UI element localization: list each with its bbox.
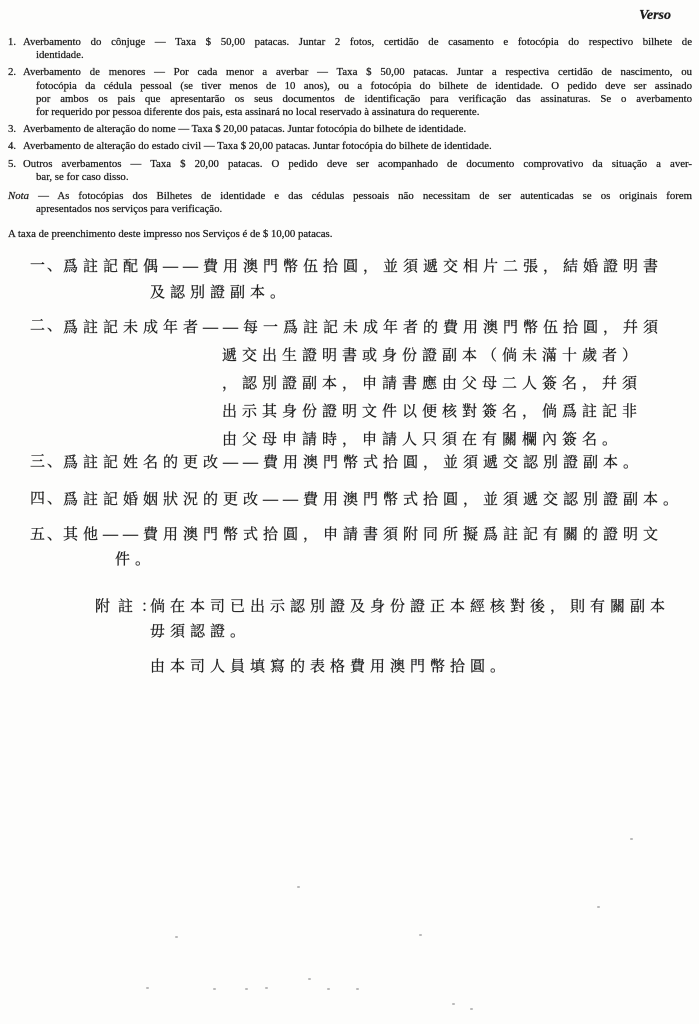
pt-item-line: Outros averbamentos — Taxa $ 20,00 patacas. O pedido deve ser acompanhado de documento comprovativo da situação a aver- [23,157,692,170]
zh-line: 爲註記婚姻狀況的更改——費用澳門幣式拾圓，並須遞交認別證副本。 [63,492,684,508]
zh-item-4 [0,487,699,513]
scan-speck [308,978,311,980]
scan-speck [419,934,422,936]
zh-line: 及認別證副本。 [150,285,291,301]
zh-line: 由父母申請時，申請人只須在有關欄內簽名。 [222,432,623,448]
portuguese-instructions [8,36,692,242]
zh-item-2 [0,314,699,454]
nota-first-line [8,190,692,203]
pt-item-line: bar, se for caso disso. [36,170,129,183]
pt-item-number: 3. [8,123,17,136]
zh-line: 件。 [115,552,156,568]
pt-item-line: por ambos os pais que apresentarão os seus documentos de identificação para verificação das assinaturas. Se o averbamento [36,92,692,105]
zh-line: 出示其身份證明文件以便核對簽名，倘爲註記非 [222,404,643,420]
zh-item-number: 四、 [30,491,65,507]
fee-note: A taxa de preenchimento deste impresso nos Serviços é de $ 10,00 patacas. [8,228,333,241]
pt-item-1 [8,36,692,62]
zh-item-number: 五、 [30,527,65,543]
pt-item-line: fotocópia da cédula pessoal (se tiver menos de 10 anos), ou a fotocópia do bilhete de identidade. O pedido deve ser assinado [36,79,692,92]
zh-item-3 [0,450,699,476]
pt-item-number: 4. [8,140,17,153]
zh-item-1 [0,254,699,306]
appendix-note-line: 由本司人員填寫的表格費用澳門幣拾圓。 [150,659,511,675]
zh-line: ，認別證副本，申請書應由父母二人簽名，幷須 [222,376,643,392]
pt-item-3 [8,123,692,136]
zh-line: 爲註記未成年者——每一爲註記未成年者的費用澳門幣伍拾圓，幷須 [63,320,664,336]
scan-speck [630,838,633,840]
zh-line: 其他——費用澳門幣式拾圓，申請書須附同所擬爲註記有關的證明文 [63,527,664,543]
scan-speck [297,886,300,888]
nota-label: Nota [8,190,29,203]
pt-item-line: identidade. [36,49,84,62]
pt-item-number: 5. [8,157,17,170]
pt-item-line: Averbamento do cônjuge — Taxa $ 50,00 patacas. Juntar 2 fotos, certidão de casamento e fotocópia do respectivo bilhete de [23,36,692,48]
appendix-note-line: 倘在本司已出示認別證及身份證正本經核對後，則有關副本 [150,599,671,615]
scan-speck [327,988,330,990]
pt-item-line: Averbamento de menores — Por cada menor a averbar — Taxa $ 50,00 patacas. Juntar a respectiva certidão de nascimento, ou [23,66,692,79]
pt-item-line: Averbamento de alteração do estado civil — Taxa $ 20,00 patacas. Juntar fotocópia do bilhete de identidade. [23,140,492,153]
zh-item-number: 三、 [30,454,65,470]
zh-line: 爲註記姓名的更改——費用澳門幣式拾圓，並須遞交認別證副本。 [63,455,644,471]
zh-item-number: 一、 [30,258,65,274]
pt-item-5 [8,158,692,184]
verso-label: Verso [639,8,671,23]
zh-line: 爲註記配偶——費用澳門幣伍拾圓，並須遞交相片二張，結婚證明書 [63,259,664,275]
zh-appendix-note [0,595,699,680]
scan-speck [265,987,268,989]
appendix-note-label: 附註： [95,599,165,615]
pt-item-2 [8,66,692,119]
scan-speck [452,1003,455,1005]
scan-speck [146,987,149,989]
pt-item-line: Averbamento de alteração do nome — Taxa $ 20,00 patacas. Juntar fotocópia do bilhete de identidade. [23,123,467,136]
nota-second-line: apresentados nos serviços para verificação. [36,203,223,216]
appendix-note-line: 毋須認證。 [150,624,251,640]
scan-speck [213,988,216,990]
scan-speck [356,988,359,990]
pt-item-line: for requerido por pessoa diferente dos pais, esta assinará no local reservado à assinatura do requerente. [36,106,480,119]
scan-speck [175,936,178,938]
pt-item-number: 2. [8,66,17,79]
zh-item-number: 二、 [30,318,65,334]
zh-item-5 [0,523,699,573]
scan-speck [597,906,600,908]
pt-item-number: 1. [8,36,17,48]
nota-text: — As fotocópias dos Bilhetes de identidade e das cédulas pessoais não necessitam de ser autenticadas se os originais forem [29,190,692,203]
nota-paragraph [8,190,692,216]
scan-speck [470,1008,473,1010]
zh-line: 遞交出生證明書或身份證副本（倘未滿十歲者） [222,348,643,364]
pt-item-4 [8,140,692,153]
scan-speck [245,988,248,990]
